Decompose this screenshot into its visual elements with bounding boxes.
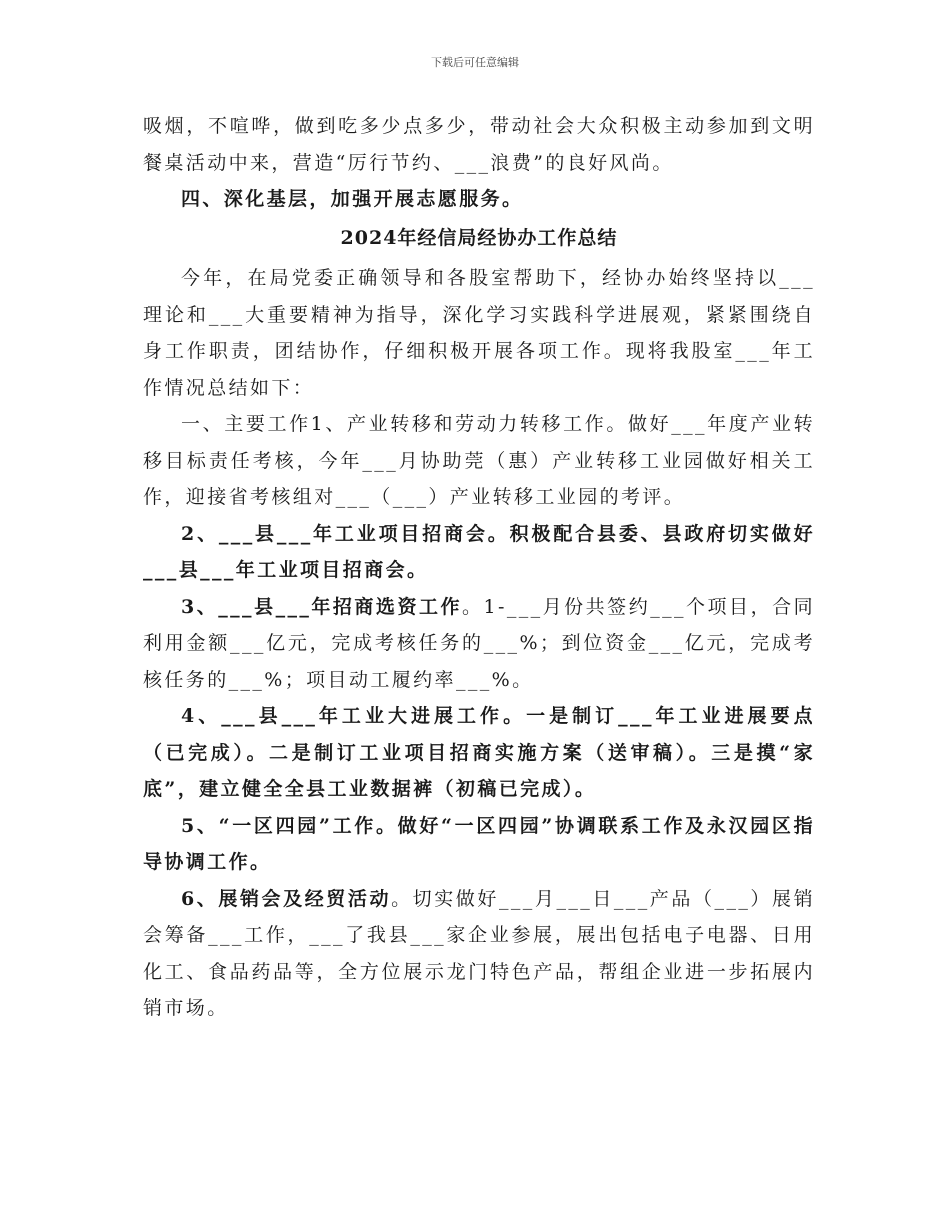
document-body xyxy=(143,108,815,1027)
paragraph-intro: 今年，在局党委正确领导和各股室帮助下，经协办始终坚持以___理论和___大重要精神为指导，深化学习实践科学进展观，紧紧围绕自身工作职责，团结协作，仔细积极开展各项工作。现将我股室___年工作情况总结如下： xyxy=(143,267,815,399)
document-title: 2024年经信局经协办工作总结 xyxy=(340,226,618,249)
paragraph-item-2: 2、___县___年工业项目招商会。积极配合县委、县政府切实做好___县___年工业项目招商会。 xyxy=(143,522,815,581)
paragraph-item-1: 一、主要工作1、产业转移和劳动力转移工作。做好___年度产业转移目标责任考核，今年___月协助莞（惠）产业转移工业园做好相关工作，迎接省考核组对___（___）产业转移工业园的考评。 xyxy=(143,413,815,508)
item-6-body: 。切实做好___月___日___产品（___）展销会筹备___工作，___了我县___家企业参展，展出包括电子电器、日用化工、食品药品等，全方位展示龙门特色产品，帮组企业进一步拓展内销市场。 xyxy=(143,887,815,1019)
paragraph-item-4: 4、___县___年工业大进展工作。一是制订___年工业进展要点（已完成）。二是制订工业项目招商实施方案（送审稿）。三是摸“家底”，建立健全全县工业数据裤（初稿已完成）。 xyxy=(143,705,815,800)
paragraph-previous: 吸烟，不喧哗，做到吃多少点多少，带动社会大众积极主动参加到文明餐桌活动中来，营造“厉行节约、___浪费”的良好风尚。 xyxy=(143,115,815,174)
item-3-heading: 3、___县___年招商选资工作 xyxy=(181,595,462,618)
paragraph-item-6 xyxy=(143,881,815,1027)
section-heading-4: 四、深化基层，加强开展志愿服务。 xyxy=(181,188,524,210)
item-6-heading: 6、展销会及经贸活动 xyxy=(181,887,392,910)
page-header: 下载后可任意编辑 xyxy=(431,56,519,69)
paragraph-item-3 xyxy=(143,589,815,699)
item-3-body: 。1-___月份共签约___个项目，合同利用金额___亿元，完成考核任务的___%；到位资金___亿元，完成考核任务的___%；项目动工履约率___%。 xyxy=(143,595,815,691)
paragraph-item-5: 5、“一区四园”工作。做好“一区四园”协调联系工作及永汉园区指导协调工作。 xyxy=(143,814,815,873)
